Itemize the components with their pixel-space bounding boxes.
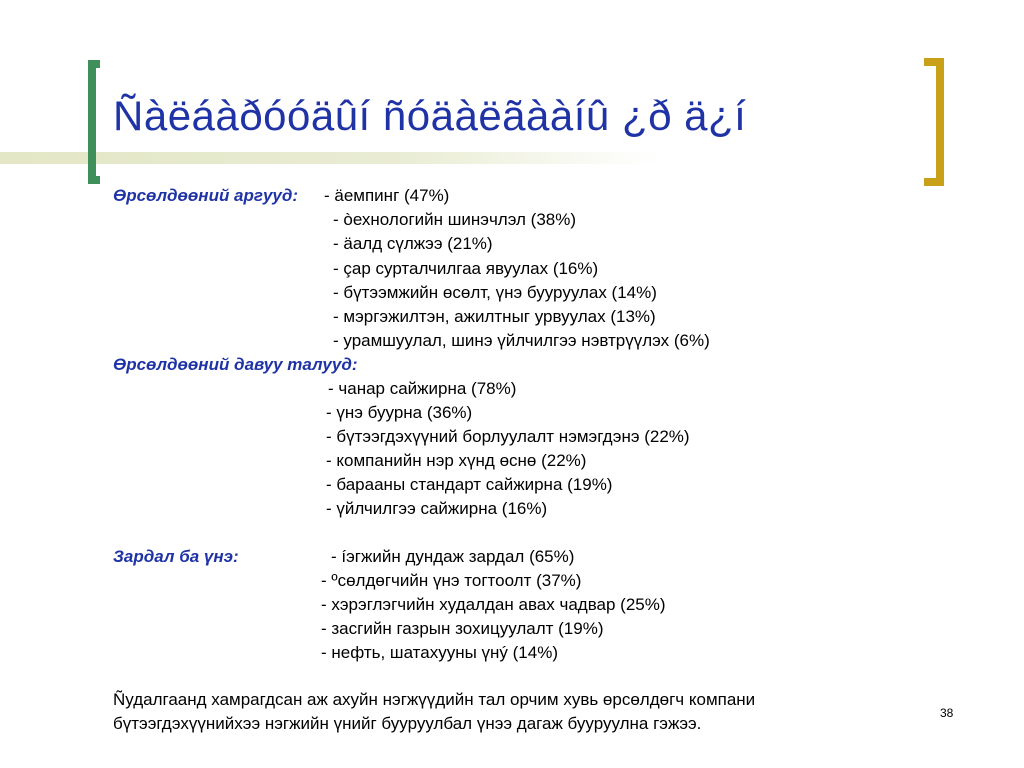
conclusion-line-1: Ñудалгаанд хамрагдсан аж ахуйн нэгжүүдийн тал орчим хувь өрсөлдөгч компани: [113, 690, 756, 709]
list-item: - íэгжийн дундаж зардал (65%): [331, 547, 575, 566]
conclusion-line-2: бүтээгдэхүүнийхээ нэгжийн үнийг бууруулбал үнээ дагаж бууруулна гэжээ.: [113, 714, 702, 733]
list-item: - засгийн газрын зохицуулалт (19%): [321, 619, 604, 638]
list-item: - үйлчилгээ сайжирна (16%): [326, 499, 548, 518]
list-item: - бүтээгдэхүүний борлуулалт нэмэгдэнэ (22%): [326, 427, 690, 446]
list-item: - хэрэглэгчийн худалдан авах чадвар (25%): [321, 595, 666, 614]
conclusion-paragraph: [113, 688, 755, 736]
list-item: - òехнологийн шинэчлэл (38%): [333, 210, 577, 229]
list-item: - ºсөлдөгчийн үнэ тогтоолт (37%): [321, 571, 582, 590]
list-item: - çар сурталчилгаа явуулах (16%): [333, 259, 599, 278]
advantages-heading: Өрсөлдөөний давуу талууд:: [113, 355, 358, 374]
list-item: - компанийн нэр хүнд өснө (22%): [326, 451, 587, 470]
slide-title: Ñàëáàðóóäûí ñóäàëãààíû ¿ð ä¿í: [113, 92, 747, 139]
list-item: - урамшуулал, шинэ үйлчилгээ нэвтрүүлэх (6%): [333, 331, 710, 350]
list-item: - үнэ буурна (36%): [326, 403, 473, 422]
costs-heading: Зардал ба үнэ:: [113, 547, 239, 566]
page-number: 38: [940, 706, 954, 720]
list-item: - äалд сүлжээ (21%): [333, 234, 493, 253]
list-item: - нефть, шатахууны үнý (14%): [321, 643, 558, 662]
list-item: - бүтээмжийн өсөлт, үнэ бууруулах (14%): [333, 283, 657, 302]
list-item: - чанар сайжирна (78%): [328, 379, 517, 398]
list-item: - барааны стандарт сайжирна (19%): [326, 475, 613, 494]
competition-heading: Өрсөлдөөний аргууд:: [113, 186, 299, 205]
list-item: - äемпинг (47%): [324, 186, 450, 205]
list-item: - мэргэжилтэн, ажилтныг урвуулах (13%): [333, 307, 656, 326]
